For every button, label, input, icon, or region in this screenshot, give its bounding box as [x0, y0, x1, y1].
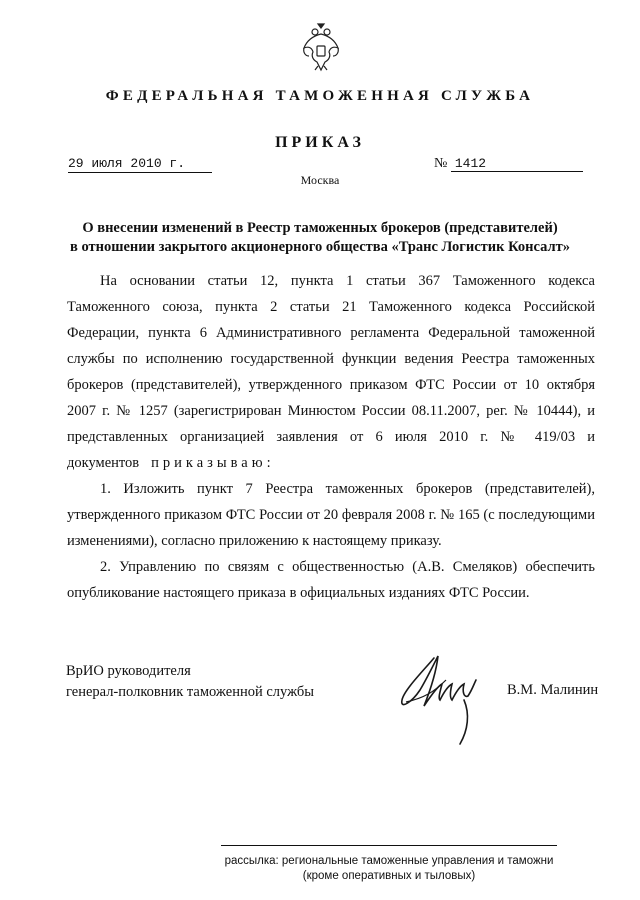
document-type: ПРИКАЗ — [275, 134, 365, 151]
distribution-line-1: рассылка: региональные таможенные управления и таможни — [224, 855, 554, 867]
title-line-1: О внесении изменений в Реестр таможенных брокеров (представителей) — [82, 220, 558, 236]
distribution-divider — [221, 845, 557, 846]
document-date: 29 июля 2010 г. — [68, 156, 212, 173]
document-body — [67, 268, 595, 606]
handwritten-signature — [394, 640, 494, 750]
number-label: № — [434, 156, 448, 171]
order-word: приказываю: — [151, 455, 275, 471]
distribution-list — [221, 854, 557, 884]
order-item-1: 1. Изложить пункт 7 Реестра таможенных брокеров (представителей), утвержденного приказом ФТС России от 20 февраля 2008 г. № 165 (с последующими изменениями), согласно приложению к настоящему приказу. — [67, 481, 595, 549]
position-line-2: генерал-полковник таможенной службы — [66, 684, 315, 700]
document-number — [434, 156, 583, 172]
order-item-2: 2. Управлению по связям с общественностью (А.В. Смеляков) обеспечить опубликование настоящего приказа в официальных изданиях ФТС России. — [67, 559, 595, 601]
preamble-text: На основании статьи 12, пункта 1 статьи 367 Таможенного кодекса Таможенного союза, пункта 2 статьи 21 Таможенного кодекса Российской Федерации, пункта 6 Административного регламента Федеральной таможенной службы по исполнению государственной функции ведения Реестра таможенных брокеров (представителей), утвержденного приказом ФТС России от 10 октября 2007 г. № 1257 (зарегистрирован Минюстом России 08.11.2007, рег. № 10444), и представленных организацией заявления от 6 июля 2010 г. № 419/03 и документов — [67, 273, 595, 471]
distribution-line-2: (кроме оперативных и тыловых) — [302, 870, 476, 882]
number-value: 1412 — [451, 156, 583, 172]
signatory-name: В.М. Малинин — [507, 682, 599, 698]
agency-name: ФЕДЕРАЛЬНАЯ ТАМОЖЕННАЯ СЛУЖБА — [105, 88, 535, 104]
document-title — [60, 219, 580, 257]
preamble-paragraph — [67, 268, 595, 476]
signatory-position — [66, 661, 314, 703]
coat-of-arms-emblem-icon — [301, 22, 341, 74]
position-line-1: ВрИО руководителя — [66, 663, 191, 679]
city-name: Москва — [300, 173, 340, 187]
title-line-2: в отношении закрытого акционерного общества «Транс Логистик Консалт» — [70, 239, 570, 255]
